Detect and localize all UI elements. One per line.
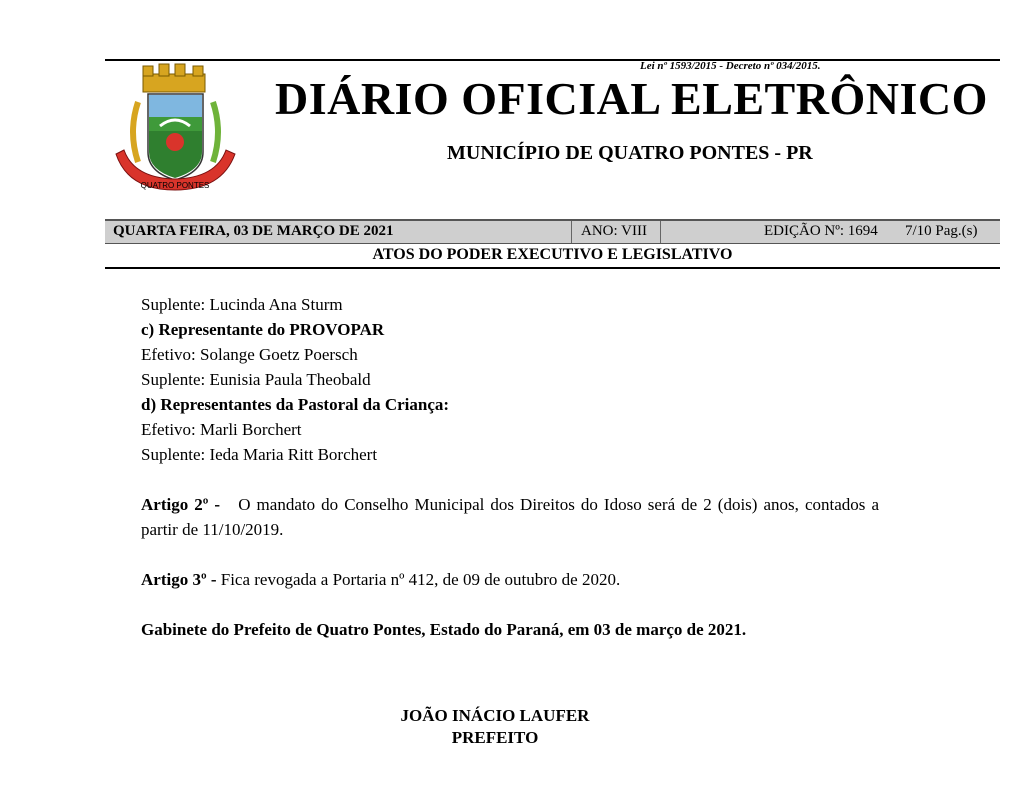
section-title: ATOS DO PODER EXECUTIVO E LEGISLATIVO — [372, 246, 733, 263]
body-line-heading: c) Representante do PROVOPAR — [141, 320, 385, 339]
crest-ribbon-text: QUATRO PONTES — [140, 181, 210, 190]
page-count: 7/10 Pag.(s) — [905, 223, 978, 239]
info-bar — [105, 219, 1000, 244]
publication-date: QUARTA FEIRA, 03 DE MARÇO DE 2021 — [113, 223, 394, 239]
municipality-subtitle: MUNICÍPIO DE QUATRO PONTES - PR — [447, 142, 813, 164]
article-3-label: Artigo 3º - — [141, 570, 217, 589]
body-line: Suplente: Eunisia Paula Theobald — [141, 370, 371, 389]
body-line: Suplente: Ieda Maria Ritt Borchert — [141, 445, 378, 464]
article-2-label: Artigo 2º - — [141, 495, 221, 514]
article-3-text: Fica revogada a Portaria nº 412, de 09 de outubro de 2020. — [220, 570, 621, 589]
municipal-crest-icon — [108, 62, 243, 197]
signatory-name: JOÃO INÁCIO LAUFER — [400, 706, 590, 725]
signature-block — [0, 705, 990, 749]
signatory-role: PREFEITO — [451, 728, 539, 747]
gabinete-statement: Gabinete do Prefeito de Quatro Pontes, Estado do Paraná, em 03 de março de 2021. — [141, 620, 747, 639]
body-line: Suplente: Lucinda Ana Sturm — [141, 295, 343, 314]
law-reference: Lei nº 1593/2015 - Decreto nº 034/2015. — [640, 60, 821, 72]
article-2-text: O mandato do Conselho Municipal dos Direitos do Idoso será de 2 (dois) anos, contados a partir de 11/10/2019. — [141, 495, 879, 539]
section-rule — [105, 267, 1000, 269]
info-bar-divider — [571, 221, 572, 243]
article-2 — [141, 492, 879, 542]
document-body — [141, 292, 879, 642]
body-line: Efetivo: Marli Borchert — [141, 420, 302, 439]
header-top-rule — [105, 59, 1000, 61]
page-title: DIÁRIO OFICIAL ELETRÔNICO — [275, 73, 988, 124]
edition-label: EDIÇÃO Nº: 1694 — [764, 223, 878, 239]
body-line-heading: d) Representantes da Pastoral da Criança: — [141, 395, 450, 414]
year-label: ANO: VIII — [581, 223, 647, 239]
article-3 — [141, 567, 879, 592]
info-bar-divider — [660, 221, 661, 243]
body-line: Efetivo: Solange Goetz Poersch — [141, 345, 358, 364]
